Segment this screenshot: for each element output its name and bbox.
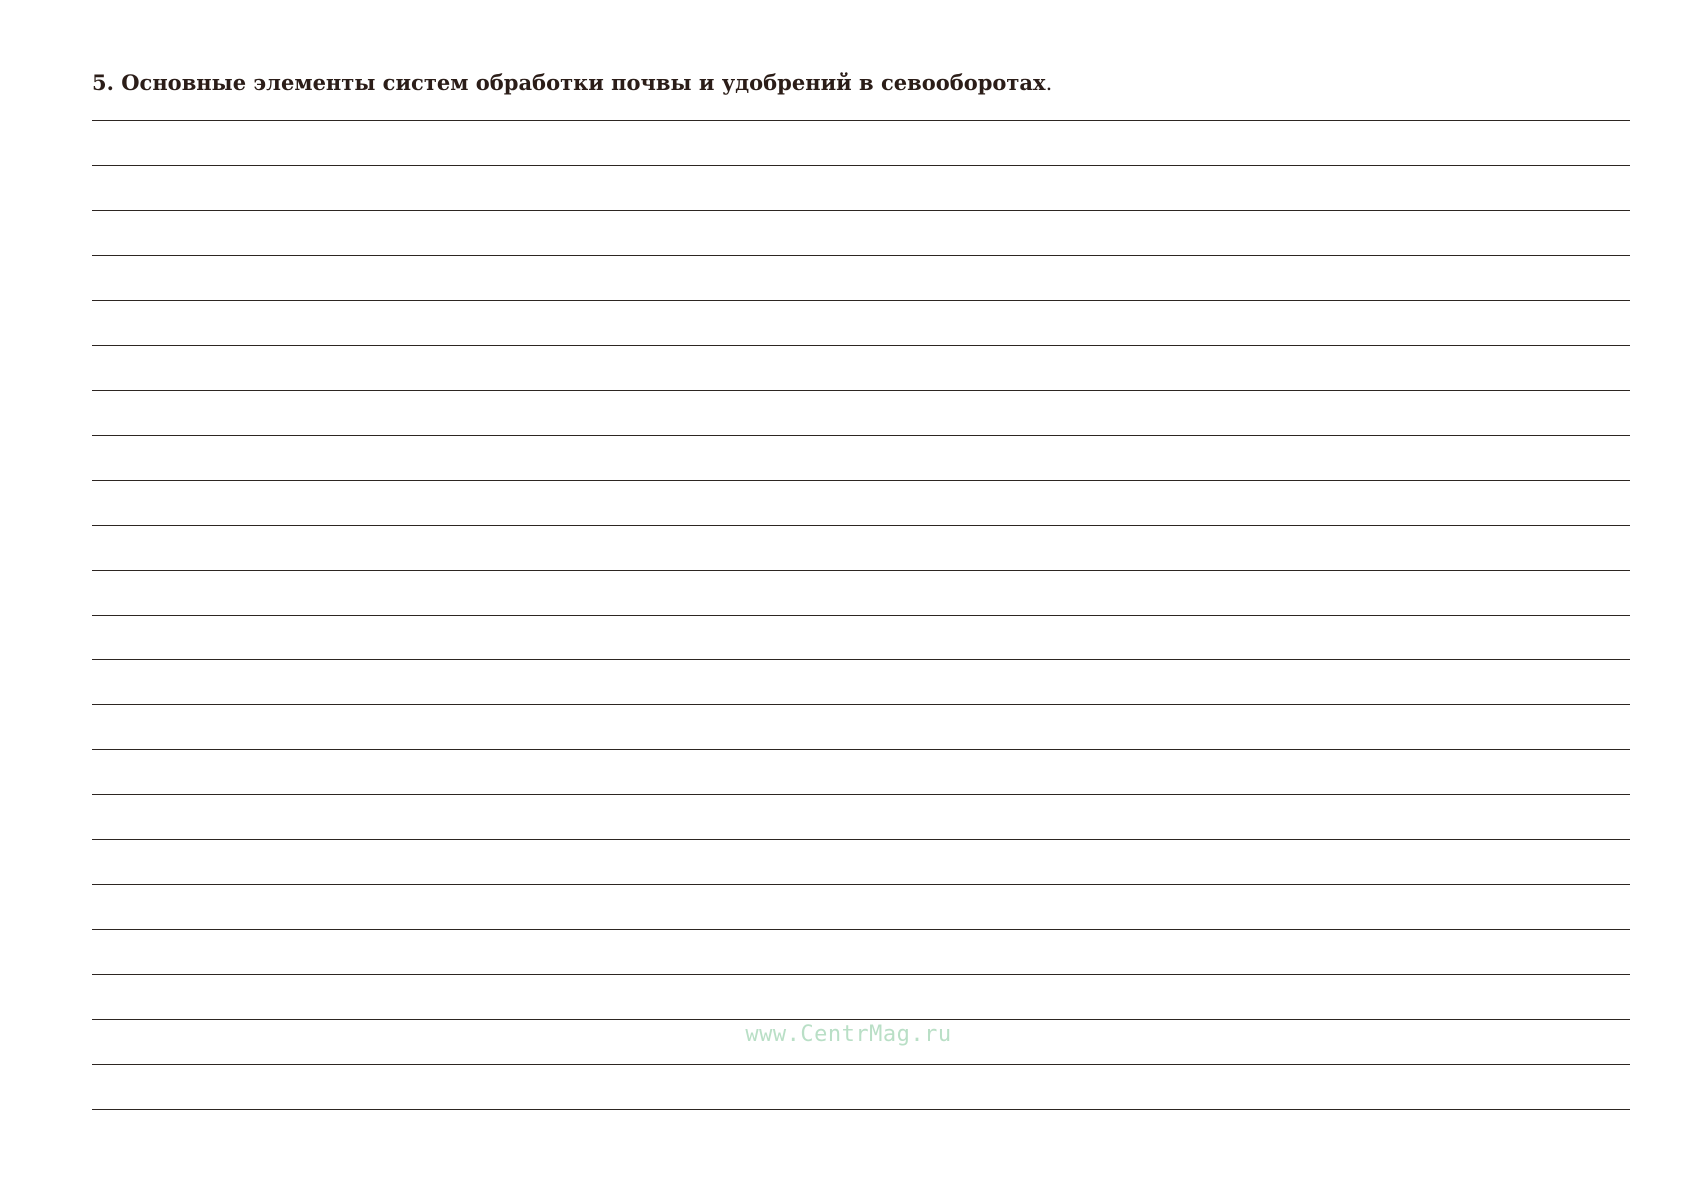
writing-line (92, 570, 1630, 571)
writing-line (92, 704, 1630, 705)
section-heading-text: 5. Основные элементы систем обработки почвы и удобрений в севооборотах (92, 70, 1046, 95)
writing-line (92, 120, 1630, 121)
writing-line (92, 165, 1630, 166)
writing-line (92, 659, 1630, 660)
writing-line (92, 794, 1630, 795)
writing-line (92, 1064, 1630, 1065)
writing-line (92, 839, 1630, 840)
writing-line (92, 615, 1630, 616)
writing-line (92, 525, 1630, 526)
writing-line (92, 929, 1630, 930)
writing-line (92, 435, 1630, 436)
ruled-writing-lines (92, 0, 1630, 1200)
writing-line (92, 1109, 1630, 1110)
writing-line (92, 300, 1630, 301)
watermark: www.CentrMag.ru (745, 1022, 952, 1047)
writing-line (92, 749, 1630, 750)
writing-line (92, 1019, 1630, 1020)
section-heading-period: . (1045, 71, 1053, 95)
writing-line (92, 390, 1630, 391)
writing-line (92, 480, 1630, 481)
writing-line (92, 974, 1630, 975)
writing-line (92, 345, 1630, 346)
writing-line (92, 210, 1630, 211)
writing-line (92, 255, 1630, 256)
writing-line (92, 884, 1630, 885)
